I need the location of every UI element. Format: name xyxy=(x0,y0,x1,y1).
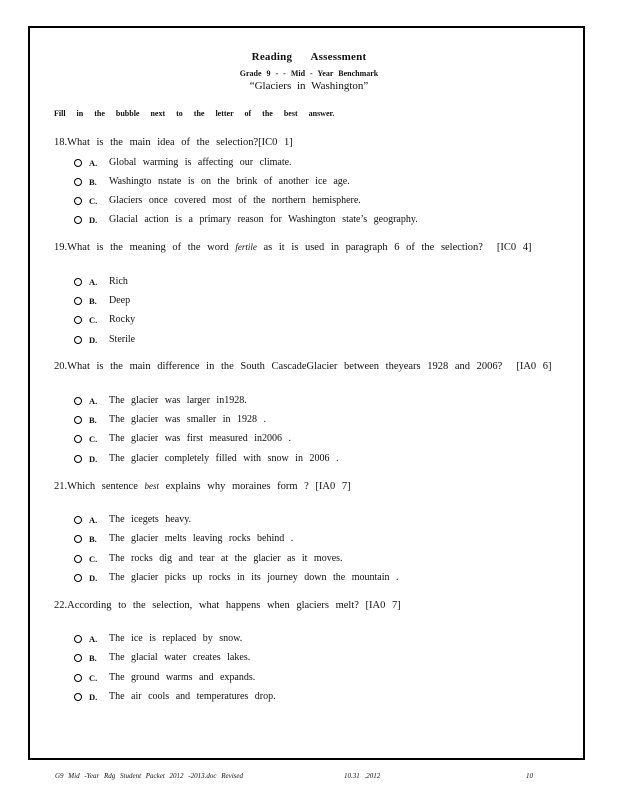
answer-bubble[interactable] xyxy=(74,297,82,305)
answer-bubble[interactable] xyxy=(74,693,82,701)
answer-bubble[interactable] xyxy=(74,516,82,524)
page-title: Reading Assessment xyxy=(251,51,367,63)
option-letter: C. xyxy=(89,195,98,206)
option-text: Glacial action is a primary reason for Washington state’s geography. xyxy=(109,214,418,225)
question-text: What is the meaning of the word xyxy=(67,242,229,253)
footer-date: 10.31 .2012 xyxy=(344,772,381,780)
option-text: The glacier was first measured in2006 . xyxy=(109,433,292,444)
option-19-d[interactable] xyxy=(74,334,135,345)
question-text: According to the selection, what happens when glaciers melt? xyxy=(67,600,359,611)
option-22-d[interactable] xyxy=(74,691,276,702)
option-text: Washingto nstate is on the brink of another ice age. xyxy=(109,176,350,187)
option-text: The ice is replaced by snow. xyxy=(109,633,243,644)
option-19-b[interactable] xyxy=(74,295,130,306)
answer-bubble[interactable] xyxy=(74,435,82,443)
answer-bubble[interactable] xyxy=(74,555,82,563)
option-22-b[interactable] xyxy=(74,652,250,663)
option-letter: A. xyxy=(89,514,98,525)
question-tag: [IC0 1] xyxy=(258,137,293,148)
question-italic-word: fertile xyxy=(235,242,257,252)
option-21-b[interactable] xyxy=(74,533,293,544)
question-text-after: as it is used in paragraph 6 of the selection? xyxy=(263,242,483,253)
instructions: Fill in the bubble next to the letter of the best answer. xyxy=(54,109,335,118)
question-tag: [IA0 7] xyxy=(315,481,351,492)
option-text: The icegets heavy. xyxy=(109,514,192,525)
footer-page-number: 10 xyxy=(526,772,533,780)
option-19-a[interactable] xyxy=(74,276,128,287)
option-text: Rich xyxy=(109,276,128,287)
question-number: 20. xyxy=(54,361,68,372)
answer-bubble[interactable] xyxy=(74,635,82,643)
option-text: The glacial water creates lakes. xyxy=(109,652,251,663)
question-number: 21. xyxy=(54,481,68,492)
option-22-c[interactable] xyxy=(74,672,255,683)
option-18-d[interactable] xyxy=(74,214,418,225)
answer-bubble[interactable] xyxy=(74,216,82,224)
question-text: Which sentence xyxy=(67,481,138,492)
question-tag: [IA0 7] xyxy=(365,600,401,611)
option-letter: D. xyxy=(89,691,98,702)
answer-bubble[interactable] xyxy=(74,574,82,582)
option-letter: A. xyxy=(89,633,98,644)
answer-bubble[interactable] xyxy=(74,455,82,463)
option-22-a[interactable] xyxy=(74,633,242,644)
option-letter: B. xyxy=(89,414,97,425)
option-text: The air cools and temperatures drop. xyxy=(109,691,276,702)
option-letter: D. xyxy=(89,572,98,583)
option-letter: C. xyxy=(89,314,98,325)
footer-filename: G9 Mid -Year Rdg Student Packet 2012 -2013.doc Revised xyxy=(55,772,244,780)
answer-bubble[interactable] xyxy=(74,674,82,682)
question-20 xyxy=(54,361,552,372)
answer-bubble[interactable] xyxy=(74,654,82,662)
answer-bubble[interactable] xyxy=(74,316,82,324)
option-20-b[interactable] xyxy=(74,414,266,425)
question-italic-word: best xyxy=(144,481,160,491)
option-letter: A. xyxy=(89,395,98,406)
question-text: What is the main idea of the selection? xyxy=(67,137,259,148)
option-19-c[interactable] xyxy=(74,314,135,325)
option-letter: A. xyxy=(89,276,98,287)
option-20-a[interactable] xyxy=(74,395,247,406)
option-text: Rocky xyxy=(109,314,136,325)
option-21-a[interactable] xyxy=(74,514,191,525)
option-text: The glacier completely filled with snow in 2006 . xyxy=(109,453,339,464)
option-text: Glaciers once covered most of the northern hemisphere. xyxy=(109,195,361,206)
option-18-a[interactable] xyxy=(74,157,292,168)
option-20-d[interactable] xyxy=(74,453,338,464)
option-letter: C. xyxy=(89,553,98,564)
option-18-b[interactable] xyxy=(74,176,350,187)
page-subtitle: Grade 9 - - Mid - Year Benchmark xyxy=(239,69,379,78)
option-text: Deep xyxy=(109,295,131,306)
question-22 xyxy=(54,600,401,611)
question-18 xyxy=(54,137,293,148)
option-text: The glacier melts leaving rocks behind . xyxy=(109,533,294,544)
option-21-c[interactable] xyxy=(74,553,343,564)
option-letter: D. xyxy=(89,334,98,345)
answer-bubble[interactable] xyxy=(74,278,82,286)
option-text: Global warming is affecting our climate. xyxy=(109,157,292,168)
option-letter: B. xyxy=(89,295,97,306)
option-text: The glacier was smaller in 1928 . xyxy=(109,414,267,425)
question-tag: [IC0 4] xyxy=(496,242,532,253)
option-letter: C. xyxy=(89,433,98,444)
option-text: The ground warms and expands. xyxy=(109,672,256,683)
option-text: The rocks dig and tear at the glacier as it moves. xyxy=(109,553,343,564)
option-text: The glacier picks up rocks in its journey down the mountain . xyxy=(109,572,399,583)
question-number: 18. xyxy=(54,137,68,148)
option-letter: C. xyxy=(89,672,98,683)
answer-bubble[interactable] xyxy=(74,397,82,405)
option-letter: A. xyxy=(89,157,98,168)
question-text-after: explains why moraines form ? xyxy=(165,481,309,492)
option-text: The glacier was larger in1928. xyxy=(109,395,247,406)
question-number: 19. xyxy=(54,242,68,253)
option-text: Sterile xyxy=(109,334,136,345)
option-letter: D. xyxy=(89,453,98,464)
question-21 xyxy=(54,481,351,492)
option-letter: D. xyxy=(89,214,98,225)
answer-bubble[interactable] xyxy=(74,336,82,344)
question-number: 22. xyxy=(54,600,68,611)
answer-bubble[interactable] xyxy=(74,535,82,543)
question-text: What is the main difference in the South CascadeGlacier between theyears 1928 and 2006? xyxy=(67,361,503,372)
answer-bubble[interactable] xyxy=(74,178,82,186)
question-19 xyxy=(54,242,532,253)
option-20-c[interactable] xyxy=(74,433,291,444)
option-letter: B. xyxy=(89,533,97,544)
option-letter: B. xyxy=(89,652,97,663)
passage-title: “Glaciers in Washington” xyxy=(249,80,369,92)
option-18-c[interactable] xyxy=(74,195,361,206)
answer-bubble[interactable] xyxy=(74,416,82,424)
question-tag: [IA0 6] xyxy=(516,361,552,372)
option-letter: B. xyxy=(89,176,97,187)
option-21-d[interactable] xyxy=(74,572,399,583)
answer-bubble[interactable] xyxy=(74,197,82,205)
answer-bubble[interactable] xyxy=(74,159,82,167)
